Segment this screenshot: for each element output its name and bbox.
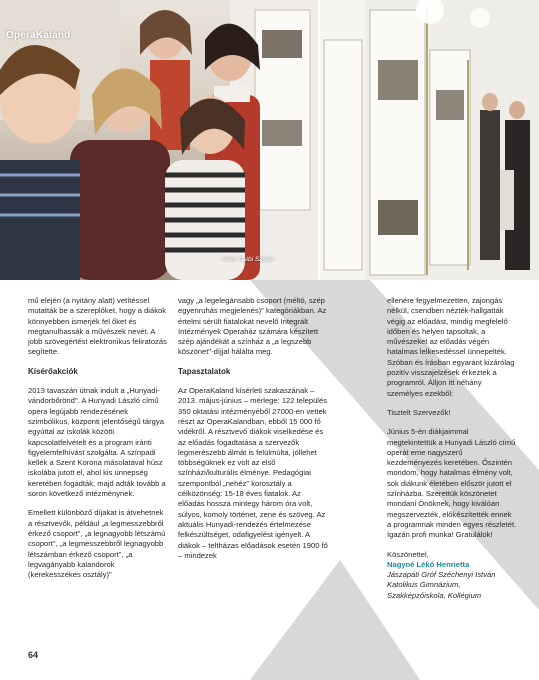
header-photos [0, 0, 539, 280]
exhibition-hall-illustration [320, 0, 539, 280]
section-label: OperaKaland [6, 30, 71, 41]
photo-children-at-exhibition [0, 0, 318, 280]
paragraph: 2013 tavaszán útnak indult a „Hunyadi-vándorbőrönd". A Hunyadi László című opera legújabb rendezésének szimbólikus, központi jelentőségű tárgya egyúttal az iskolák közötti kapcsolatfelvételt és a program iránti figyelemfelhívást szolgálta. A színpadi kellék a Szent Korona másolatával húsz iskolába jutott el, ahol kis ünnepség keretében fogadták, majd adták tovább a soron következő intézménynek. [28, 386, 166, 499]
children-illustration [0, 0, 318, 280]
paragraph: mű elején (a nyitány alatt) vetítéssel mutatták be a szereplőket, hogy a diákok könnyebben ismerjék fel őket és megtanulhassák a művészek nevét. A jobb szövegértést elektronikus feliratozás segítette. [28, 296, 167, 357]
subheading-kiseroakciok: Kísérőakciók [28, 366, 78, 376]
paragraph: vagy „a legelegánsabb csoport (méltó, szép egyenruhás megjelenés)" kategóriákban. Az értelmi sérült fiatalokat nevelő Integrált Intézmények Operaház számára készített szép ajándékát a színház a „a legszebb köszönet"-díjjal hálálta meg. [178, 296, 327, 357]
subheading-tapasztalatok: Tapasztalatok [178, 366, 231, 376]
letter-salutation: Tisztelt Szervezők! [387, 407, 451, 417]
signature-name: Nagyné Lékó Henrietta [387, 559, 470, 569]
page-number: 64 [28, 650, 39, 660]
photo-credit: Fotó: Csibi Szilvia [222, 256, 274, 263]
paragraph: Emellett különböző díjakat is átvehetnek a résztvevők, például „a legmesszebbről érkező csoport", „a legnagyobb létszámú csoport", „a legmesszebbről legnagyobb létszámban érkező csoport", „a legvagányabb kalandorok (kerekesszékes osztály)" [28, 508, 166, 580]
text-column-1 [28, 296, 168, 589]
photo-exhibition-hall [320, 0, 539, 280]
paragraph: ellenére fegyelmezetten, zajongás nélkül, csendben nézték-hallgatták végig az előadást, mindig megfelelő időben és helyen tapsoltak, a művészeket az előadás végén hatalmas lelkesedéssel ünnepelték. Szóban és írásban egyaránt kizárólag pozitív visszajelzések érkeztek a programról. Álljon itt néhány személyes ezekből: [387, 296, 515, 398]
letter-body: Június 5-én diákjaimmal megtekintettük a Hunyadi László című operát eme nagyszerű kezdeményezés keretében. Őszintén mondom, hogy hatalmas élmény volt, sok diákunk életében először jutott el színházba. Szerettük köszönetet mondani Önöknek, hogy kiválóan megszervezték, előkészítették ennek a programnak minden egyes részletét. Igazán profi munka! Gratulálok! [387, 427, 517, 540]
paragraph: Az OperaKaland kísérleti szakaszának – 2013. május-június – mérlege: 122 település 350 oktatási intézményéből 27000-en vettek részt az OperaKalandban, ebből 15 000 fő vidékről. A résztvevő diákok viselkedése és az előadás fogadtatása a szervezők legmerészebb álmát is felülmúlta, jóllehet többségüknek ez volt az első színházi/kulturális élménye. Pedagógiai szempontból „nehéz" korosztály a célközönség: 15-18 éves fiatalok. Az előadás hossza mintegy három óra volt, súlyos, komoly történet, zene és szöveg. Az aktuális Hunyadi-rendezés értelmezése felkészültséget, odafigyelést igényelt. A diákok – teltházas előadások esetén 1900 fő – mindezek [178, 386, 328, 560]
text-column-3 [387, 296, 517, 601]
letter-sign-off: Köszönettel, [387, 549, 429, 559]
signature-organization: Jászapáti Gróf Széchenyi István Katolikus Gimnázium, Szakképzőiskola, Kollégium [387, 570, 496, 600]
text-column-2 [178, 296, 328, 570]
